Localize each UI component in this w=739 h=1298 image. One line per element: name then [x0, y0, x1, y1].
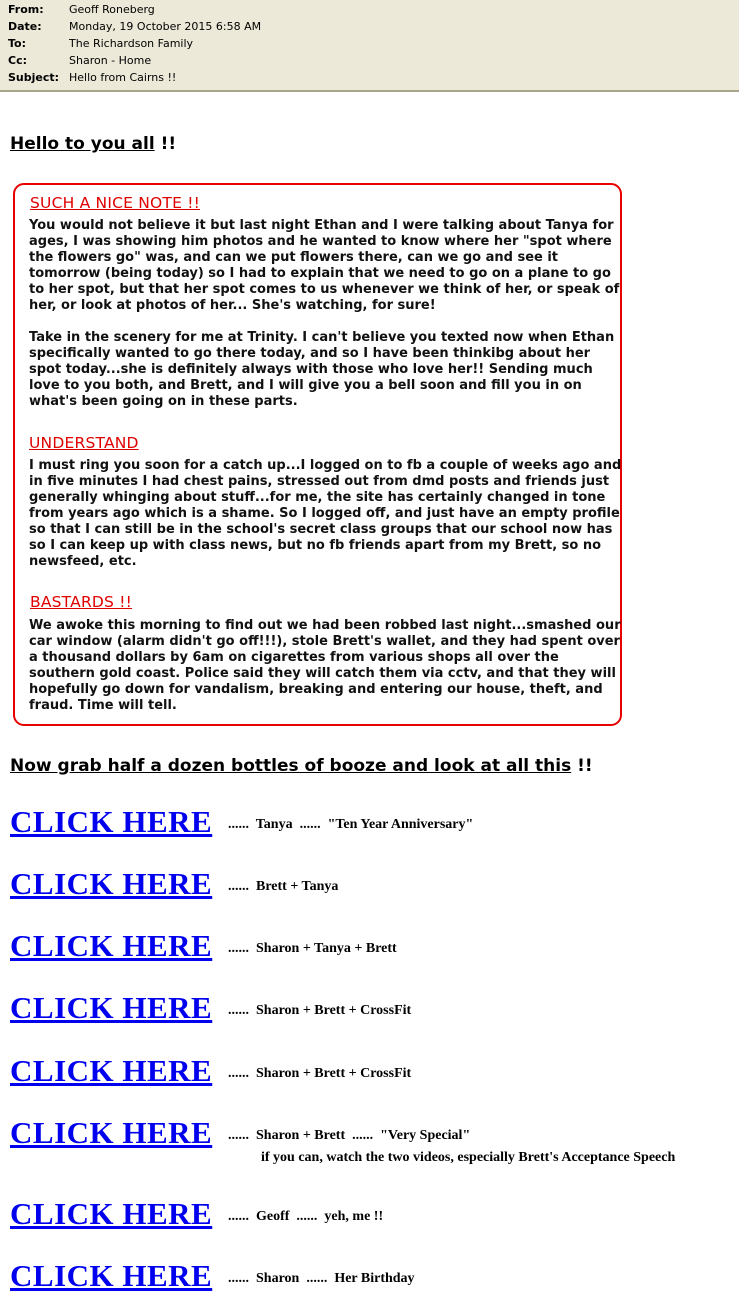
section-paragraph: Take in the scenery for me at Trinity. I can't believe you texted now when Ethan specifically wanted to go there today, and so I have been thinkibg about her spot today...she is definitely always with those who love her!! Sending much love to you both, and Brett, and I will give you a bell soon and fill you in on what's been going on in these parts.: [29, 330, 615, 409]
section-title-nice-note: SUCH A NICE NOTE !!: [30, 194, 201, 212]
greeting-heading: [10, 134, 176, 154]
link-description: ...... Tanya ...... "Ten Year Anniversary": [228, 817, 474, 832]
click-here-link[interactable]: CLICK HERE: [10, 866, 213, 901]
click-here-link[interactable]: CLICK HERE: [10, 804, 213, 839]
from-value: Geoff Roneberg: [69, 3, 155, 16]
section-paragraph: I must ring you soon for a catch up...I logged on to fb a couple of weeks ago and in five minutes I had chest pains, stressed out from dmd posts and friends just generally whinging about stuff...for me, the site has certainly changed in tone from years ago which is a shame. So I logged off, and just have an empty profile so that I can still be in the school's secret class groups that our school now has so I can keep up with class news, but no fb friends apart from my Brett, so no newsfeed, etc.: [29, 458, 622, 569]
click-here-link[interactable]: CLICK HERE: [10, 1115, 213, 1150]
click-here-link[interactable]: CLICK HERE: [10, 1258, 213, 1293]
link-description: ...... Sharon + Brett ...... "Very Special": [228, 1128, 471, 1143]
click-here-link[interactable]: CLICK HERE: [10, 928, 213, 963]
link-description: ...... Sharon ...... Her Birthday: [228, 1271, 415, 1286]
date-label: Date:: [8, 20, 42, 33]
cc-label: Cc:: [8, 54, 27, 67]
click-here-link[interactable]: CLICK HERE: [10, 1053, 213, 1088]
link-description: ...... Sharon + Brett + CrossFit: [228, 1066, 412, 1081]
greeting-text: Hello to you all: [10, 134, 155, 154]
section-title-understand: UNDERSTAND: [29, 434, 139, 452]
greeting-suffix: !!: [154, 134, 177, 154]
note-box: [13, 183, 622, 726]
section-paragraph: You would not believe it but last night Ethan and I were talking about Tanya for ages, I was showing him photos and he wanted to know where her "spot where the flowers go" was, and can we put flowers there, can we go and see it tomorrow (being today) so I had to explain that we need to go on a plane to go to her spot, but that her spot comes to us whenever we think of her, or speak of her, or look at photos of her... She's watching, for sure!: [29, 218, 620, 313]
grab-text: Now grab half a dozen bottles of booze and look at all this: [10, 756, 572, 776]
subject-label: Subject:: [8, 71, 60, 84]
click-here-link[interactable]: CLICK HERE: [10, 1196, 213, 1231]
email-header: [0, 0, 739, 92]
link-subdescription: if you can, watch the two videos, especially Brett's Acceptance Speech: [261, 1150, 676, 1165]
link-description: ...... Sharon + Brett + CrossFit: [228, 1003, 412, 1018]
section-title-bastards: BASTARDS !!: [30, 593, 133, 611]
date-value: Monday, 19 October 2015 6:58 AM: [69, 20, 262, 33]
grab-heading: [10, 756, 593, 776]
section-paragraph: We awoke this morning to find out we had been robbed last night...smashed our car window (alarm didn't go off!!!), stole Brett's wallet, and they had spent over a thousand dollars by 6am on cigarettes from various shops all over the southern gold coast. Police said they will catch them via cctv, and that they will hopefully go down for vandalism, breaking and entering our house, theft, and fraud. Time will tell.: [29, 618, 621, 713]
to-value: The Richardson Family: [69, 37, 194, 50]
link-description: ...... Geoff ...... yeh, me !!: [228, 1209, 384, 1224]
click-here-link[interactable]: CLICK HERE: [10, 990, 213, 1025]
to-label: To:: [8, 37, 26, 50]
from-label: From:: [8, 3, 44, 16]
link-description: ...... Brett + Tanya: [228, 879, 339, 894]
cc-value: Sharon - Home: [69, 54, 152, 67]
subject-value: Hello from Cairns !!: [69, 71, 177, 84]
link-description: ...... Sharon + Tanya + Brett: [228, 941, 397, 956]
grab-suffix: !!: [571, 756, 593, 776]
